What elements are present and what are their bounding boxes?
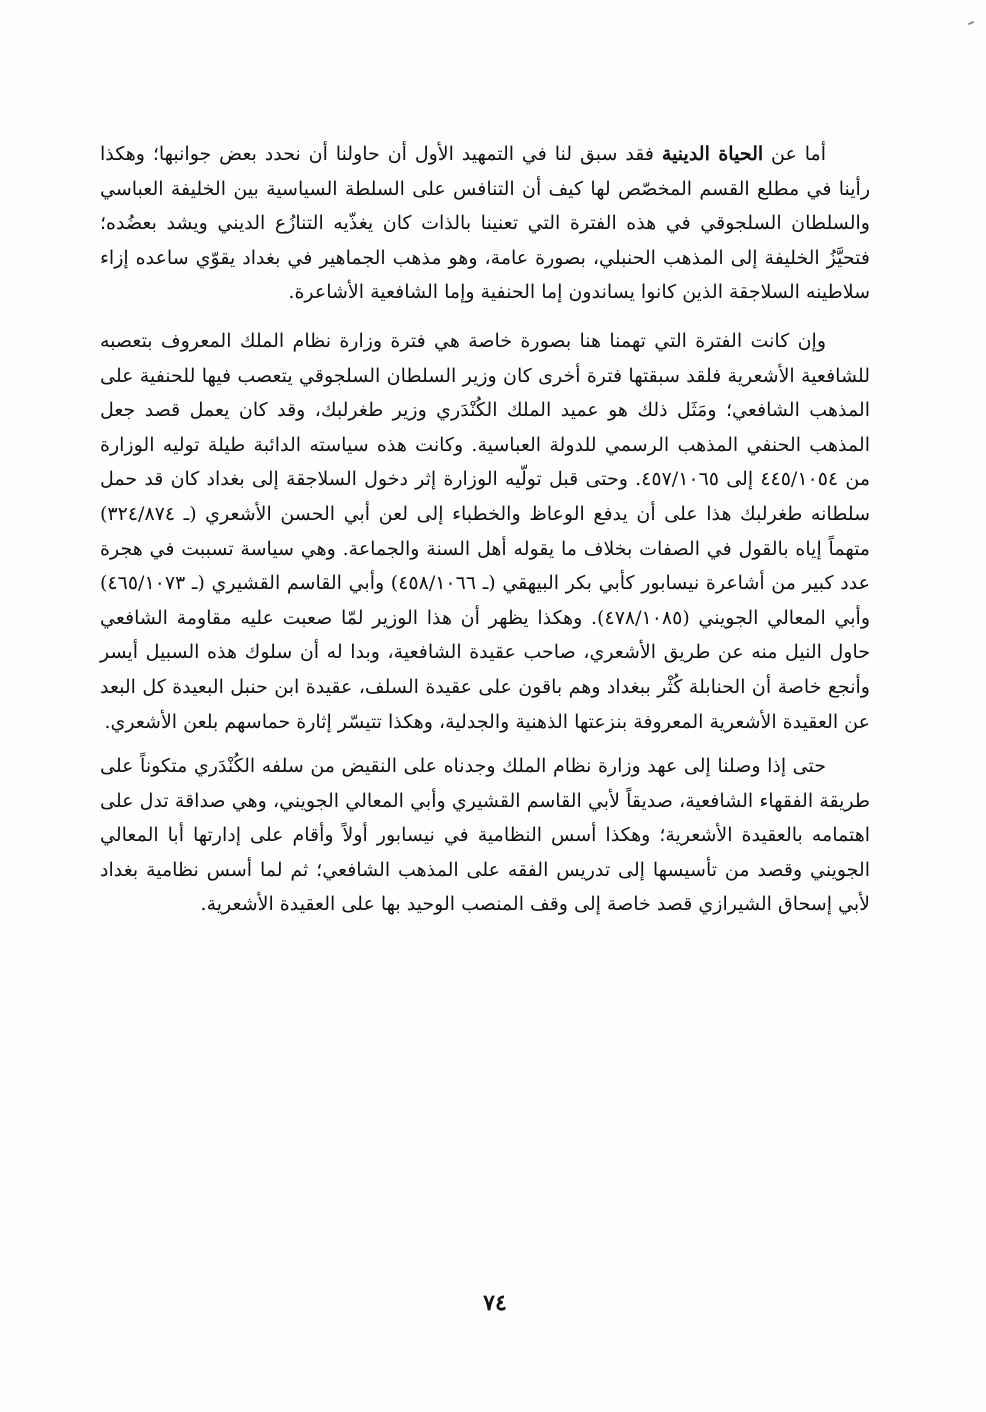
paragraph-intro: أما عن	[763, 143, 826, 165]
scan-mark	[968, 21, 974, 25]
body-text	[100, 137, 870, 922]
paragraph-text: فقد سبق لنا في التمهيد الأول أن حاولنا أن نحدد بعض جوانبها؛ وهكذا رأينا في مطلع القسم المخصّص لها كيف أن التنافس على السلطة السياسية بين الخليفة العباسي والسلطان السلجوقي في هذه الفترة التي تعنينا بالذات كان يغذّيه التنازُع الديني ويشد بعضُده؛ فتحيَّزُ الخليفة إلى المذهب الحنبلي، بصورة عامة، وهو مذهب الجماهير في بغداد يقوّي ساعده إزاء سلاطينه السلاجقة الذين كانوا يساندون إما الحنفية وإما الشافعية الأشاعرة.	[100, 143, 870, 304]
emphasis-religious-life: الحياة الدينية	[661, 143, 764, 165]
paragraph-nizam-al-mulk-period: وإن كانت الفترة التي تهمنا هنا بصورة خاصة هي فترة وزارة نظام الملك المعروف بتعصبه للشافعية الأشعرية فلقد سبقتها فترة أخرى كان وزير السلطان السلجوقي يتعصب فيها للحنفية على المذهب الشافعي؛ ومَثَل ذلك هو عميد الملك الكُنْدَري وزير طغرلبك، وقد كان يعمل قصد جعل المذهب الحنفي المذهب الرسمي للدولة العباسية. وكانت هذه سياسته الدائبة طيلة توليه الوزارة من ٤٤٥/١٠٥٤ إلى ٤٥٧/١٠٦٥. وحتى قبل تولّيه الوزارة إثر دخول السلاجقة إلى بغداد كان قد حمل سلطانه طغرلبك هذا على أن يدفع الوعاظ والخطباء إلى لعن أبي الحسن الأشعري (ـ ٣٢٤/٨٧٤) متهماً إياه بالقول في الصفات بخلاف ما يقوله أهل السنة والجماعة. وهي سياسة تسببت في هجرة عدد كبير من أشاعرة نيسابور كأبي بكر البيهقي (ـ ٤٥٨/١٠٦٦) وأبي القاسم القشيري (ـ ٤٦٥/١٠٧٣) وأبي المعالي الجويني (٤٧٨/١٠٨٥). وهكذا يظهر أن هذا الوزير لمّا صعبت عليه مقاومة الشافعي حاول النيل منه عن طريق الأشعري، صاحب عقيدة الشافعية، وبدا له أن سلوك هذه السبيل أيسر وأنجع خاصة أن الحنابلة كُثْر ببغداد وهم باقون على عقيدة السلف، عقيدة ابن حنبل البعيدة كل البعد عن العقيدة الأشعرية المعروفة بنزعتها الذهنية والجدلية، وهكذا تتيسّر إثارة حماسهم بلعن الأشعري.	[100, 329, 871, 733]
paragraph-nizamiyya: حتى إذا وصلنا إلى عهد وزارة نظام الملك وجدناه على النقيض من سلفه الكُنْدَري متكوناً على طريقة الفقهاء الشافعية، صديقاً لأبي القاسم القشيري وأبي المعالي الجويني، وهي صداقة تدل على اهتمامه بالعقيدة الأشعرية؛ وهكذا أسس النظامية في نيسابور أولاً وأقام على إدارتها أبا المعالي الجويني وقصد من تأسيسها إلى تدريس الفقه على المذهب الشافعي؛ ثم لما أسس نظامية بغداد لأبي إسحاق الشيرازي قصد خاصة إلى وقف المنصب الوحيد بها على العقيدة الأشعرية.	[100, 755, 870, 916]
page-number: ٧٤	[483, 1290, 507, 1316]
paragraph-religious-life	[100, 137, 870, 310]
